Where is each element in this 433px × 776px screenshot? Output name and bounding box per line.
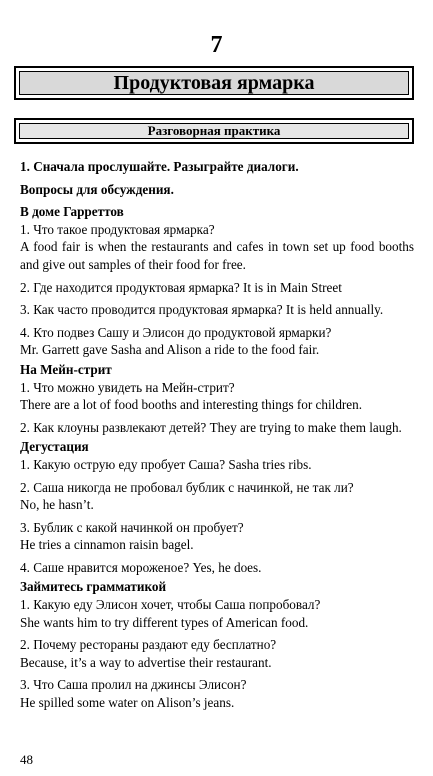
chapter-number: 7 [210,32,223,58]
chapter-title: Продуктовая ярмарка [19,71,409,95]
questions-heading: Вопросы для обсуждения. [20,181,174,197]
question: 3. Как часто проводится продуктовая ярмарка? It is held annually. [20,302,384,318]
answer: Because, it’s a way to advertise their restaurant. [20,654,272,670]
part-heading: Займитесь грамматикой [20,579,167,595]
chapter-title-box [14,66,414,100]
question: 2. Как клоуны развлекают детей? They are trying to make them laugh. [20,419,402,435]
answer: He tries a cinnamon raisin bagel. [20,537,194,553]
answer: There are a lot of food booths and interesting things for children. [20,397,363,413]
section-title-box [14,118,414,144]
question: 1. Какую острую еду пробует Саша? Sasha tries ribs. [20,456,312,472]
question: 1. Какую еду Элисон хочет, чтобы Саша попробовал? [20,597,321,613]
page-content [20,158,414,712]
answer: No, he hasn’t. [20,497,94,513]
answer: Mr. Garrett gave Sasha and Alison a ride to the food fair. [20,342,320,358]
question: 2. Где находится продуктовая ярмарка? It is in Main Street [20,279,342,295]
page-number: 48 [20,752,33,767]
answer: He spilled some water on Alison’s jeans. [20,695,235,711]
question: 4. Кто подвез Сашу и Элисон до продуктовой ярмарки? [20,324,332,340]
part-heading: Дегустация [20,439,89,455]
question: 1. Что такое продуктовая ярмарка? [20,221,215,237]
part-heading: На Мейн-стрит [20,361,112,377]
question: 1. Что можно увидеть на Мейн-стрит? [20,379,235,395]
section-title: Разговорная практика [19,123,409,139]
answer: A food fair is when the restaurants and cafes in town set up food booths and give out samples of their food for free. [20,239,414,272]
question: 4. Саше нравится мороженое? Yes, he does. [20,559,262,575]
question: 2. Почему рестораны раздают еду бесплатно? [20,637,277,653]
question: 3. Бублик с какой начинкой он пробует? [20,519,244,535]
answer: She wants him to try different types of American food. [20,614,309,630]
question: 2. Саша никогда не пробовал бублик с начинкой, не так ли? [20,479,354,495]
instruction: 1. Сначала прослушайте. Разыграйте диалоги. [20,159,299,174]
part-heading: В доме Гарреттов [20,204,124,220]
question: 3. Что Саша пролил на джинсы Элисон? [20,677,247,693]
